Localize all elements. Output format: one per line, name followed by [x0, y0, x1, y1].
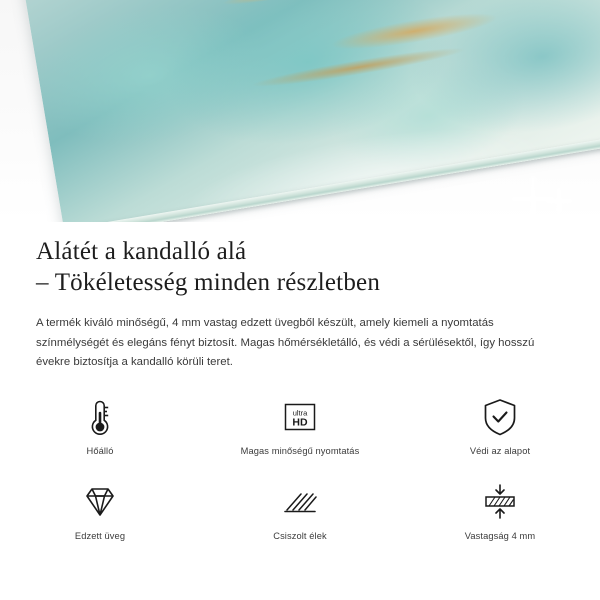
feature-grid: [0, 395, 600, 555]
feature-label: Csiszolt élek: [273, 531, 327, 541]
diamond-icon: [80, 480, 120, 524]
feature-polished-edges: [200, 480, 400, 555]
feature-thickness: [400, 480, 600, 555]
feature-label: Vastagság 4 mm: [464, 531, 536, 541]
page-title: [0, 222, 600, 298]
shield-check-icon: [480, 395, 520, 439]
headline-line-1: Alátét a kandalló alá: [36, 238, 247, 265]
feature-label: Edzett üveg: [74, 531, 126, 541]
content-block: [0, 222, 600, 373]
thickness-arrows-icon: [478, 480, 522, 524]
feature-label: Magas minőségű nyomtatás: [240, 446, 360, 456]
headline-line-2: – Tökéletesség minden részletben: [36, 269, 381, 296]
feature-print-quality: [200, 395, 400, 470]
thermometer-icon: [83, 395, 117, 439]
ultra-hd-icon: [280, 395, 320, 439]
hero-image: [0, 0, 600, 222]
feature-label: Hőálló: [86, 446, 114, 456]
feature-tempered-glass: [0, 480, 200, 555]
product-description: A termék kiváló minőségű, 4 mm vastag edzett üvegből készült, amely kiemeli a nyomtatás színmélységét és elegáns fényt biztosít. Magas hőmérsékletálló, és védi a sérülésektől, így hosszú évekre biztosítja a kandalló körüli teret.: [36, 317, 535, 368]
feature-label: Védi az alapot: [469, 446, 531, 456]
svg-text:HD: HD: [292, 416, 308, 429]
feature-heat-resistant: [0, 395, 200, 470]
feature-protects-surface: [400, 395, 600, 470]
polished-edges-icon: [278, 480, 322, 524]
svg-text:ultra: ultra: [292, 408, 308, 418]
